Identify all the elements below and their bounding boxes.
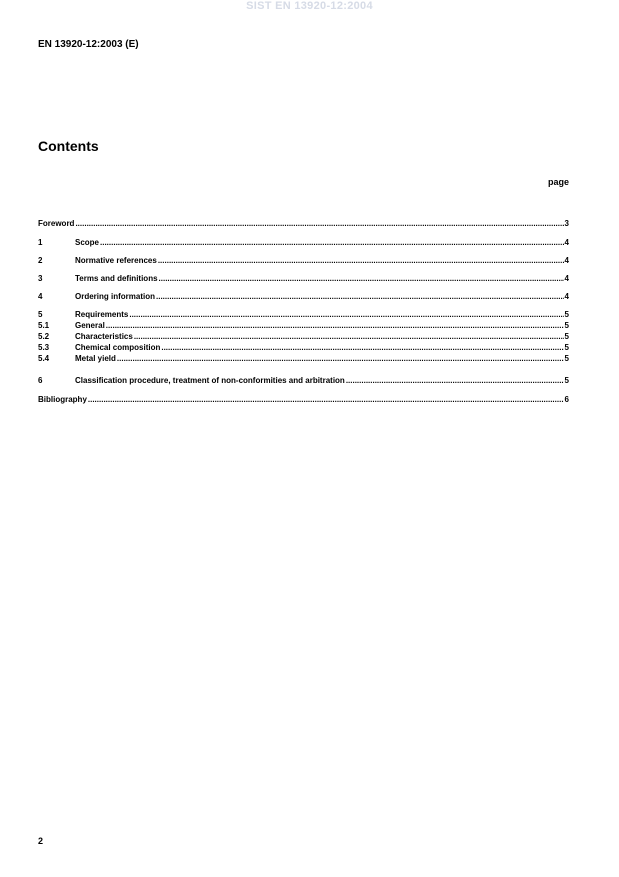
toc-entry-page: 5 [564,321,569,330]
toc-entry-title: Foreword [38,219,75,228]
toc-entry-page: 4 [564,256,569,265]
toc-entry-ordering-information[interactable] [38,292,569,302]
toc-entry-page: 5 [564,310,569,319]
contents-heading: Contents [38,138,99,154]
page-column-label: page [547,177,569,187]
toc-entry-title: General [75,321,105,330]
toc-entry-title: Requirements [75,310,129,319]
toc-entry-title: Characteristics [75,332,133,341]
toc-leader-dots [134,332,564,342]
toc-entry-bibliography[interactable] [38,395,569,405]
page-number: 2 [38,836,44,846]
toc-leader-dots [106,321,564,331]
watermark: SIST EN 13920-12:2004 [246,0,373,12]
toc-entry-title: Ordering information [75,292,155,301]
toc-leader-dots [346,376,564,386]
toc-entry-title: Metal yield [75,354,116,363]
toc-entry-page: 6 [564,395,569,404]
toc-entry-page: 5 [564,332,569,341]
toc-leader-dots [161,343,563,353]
toc-entry-title: Classification procedure, treatment of non-conformities and arbitration [75,376,345,385]
toc-entry-metal-yield[interactable] [38,354,569,364]
toc-entry-page: 4 [564,238,569,247]
toc-leader-dots [88,395,564,405]
toc-entry-number: 5.1 [38,321,50,330]
toc-entry-page: 5 [564,376,569,385]
toc-entry-title: Scope [75,238,100,247]
toc-leader-dots [75,219,563,229]
toc-entry-page: 3 [564,219,569,228]
toc-entry-title: Normative references [75,256,157,265]
toc-entry-number: 5.4 [38,354,50,363]
toc-leader-dots [129,310,563,320]
toc-entry-requirements[interactable] [38,310,569,320]
toc-entry-normative-references[interactable] [38,256,569,266]
toc-entry-number: 3 [38,274,43,283]
toc-leader-dots [156,292,564,302]
toc-leader-dots [158,256,564,266]
toc-entry-number: 2 [38,256,43,265]
toc-entry-page: 5 [564,343,569,352]
toc-entry-chemical-composition[interactable] [38,343,569,353]
toc-entry-classification-procedure[interactable] [38,376,569,386]
toc-entry-number: 6 [38,376,43,385]
toc-entry-number: 5 [38,310,43,319]
toc-entry-number: 1 [38,238,43,247]
toc-entry-number: 4 [38,292,43,301]
toc-entry-number: 5.2 [38,332,50,341]
toc-entry-foreword[interactable] [38,219,569,229]
toc-entry-terms-and-definitions[interactable] [38,274,569,284]
toc-entry-characteristics[interactable] [38,332,569,342]
toc-entry-title: Chemical composition [75,343,161,352]
document-identifier: EN 13920-12:2003 (E) [38,39,139,50]
toc-entry-page: 4 [564,292,569,301]
toc-entry-scope[interactable] [38,238,569,248]
toc-entry-title: Terms and definitions [75,274,158,283]
toc-entry-title: Bibliography [38,395,87,404]
toc-entry-page: 5 [564,354,569,363]
toc-entry-general[interactable] [38,321,569,331]
toc-entry-page: 4 [564,274,569,283]
toc-entry-number: 5.3 [38,343,50,352]
toc-leader-dots [159,274,564,284]
toc-leader-dots [117,354,564,364]
toc-leader-dots [100,238,564,248]
